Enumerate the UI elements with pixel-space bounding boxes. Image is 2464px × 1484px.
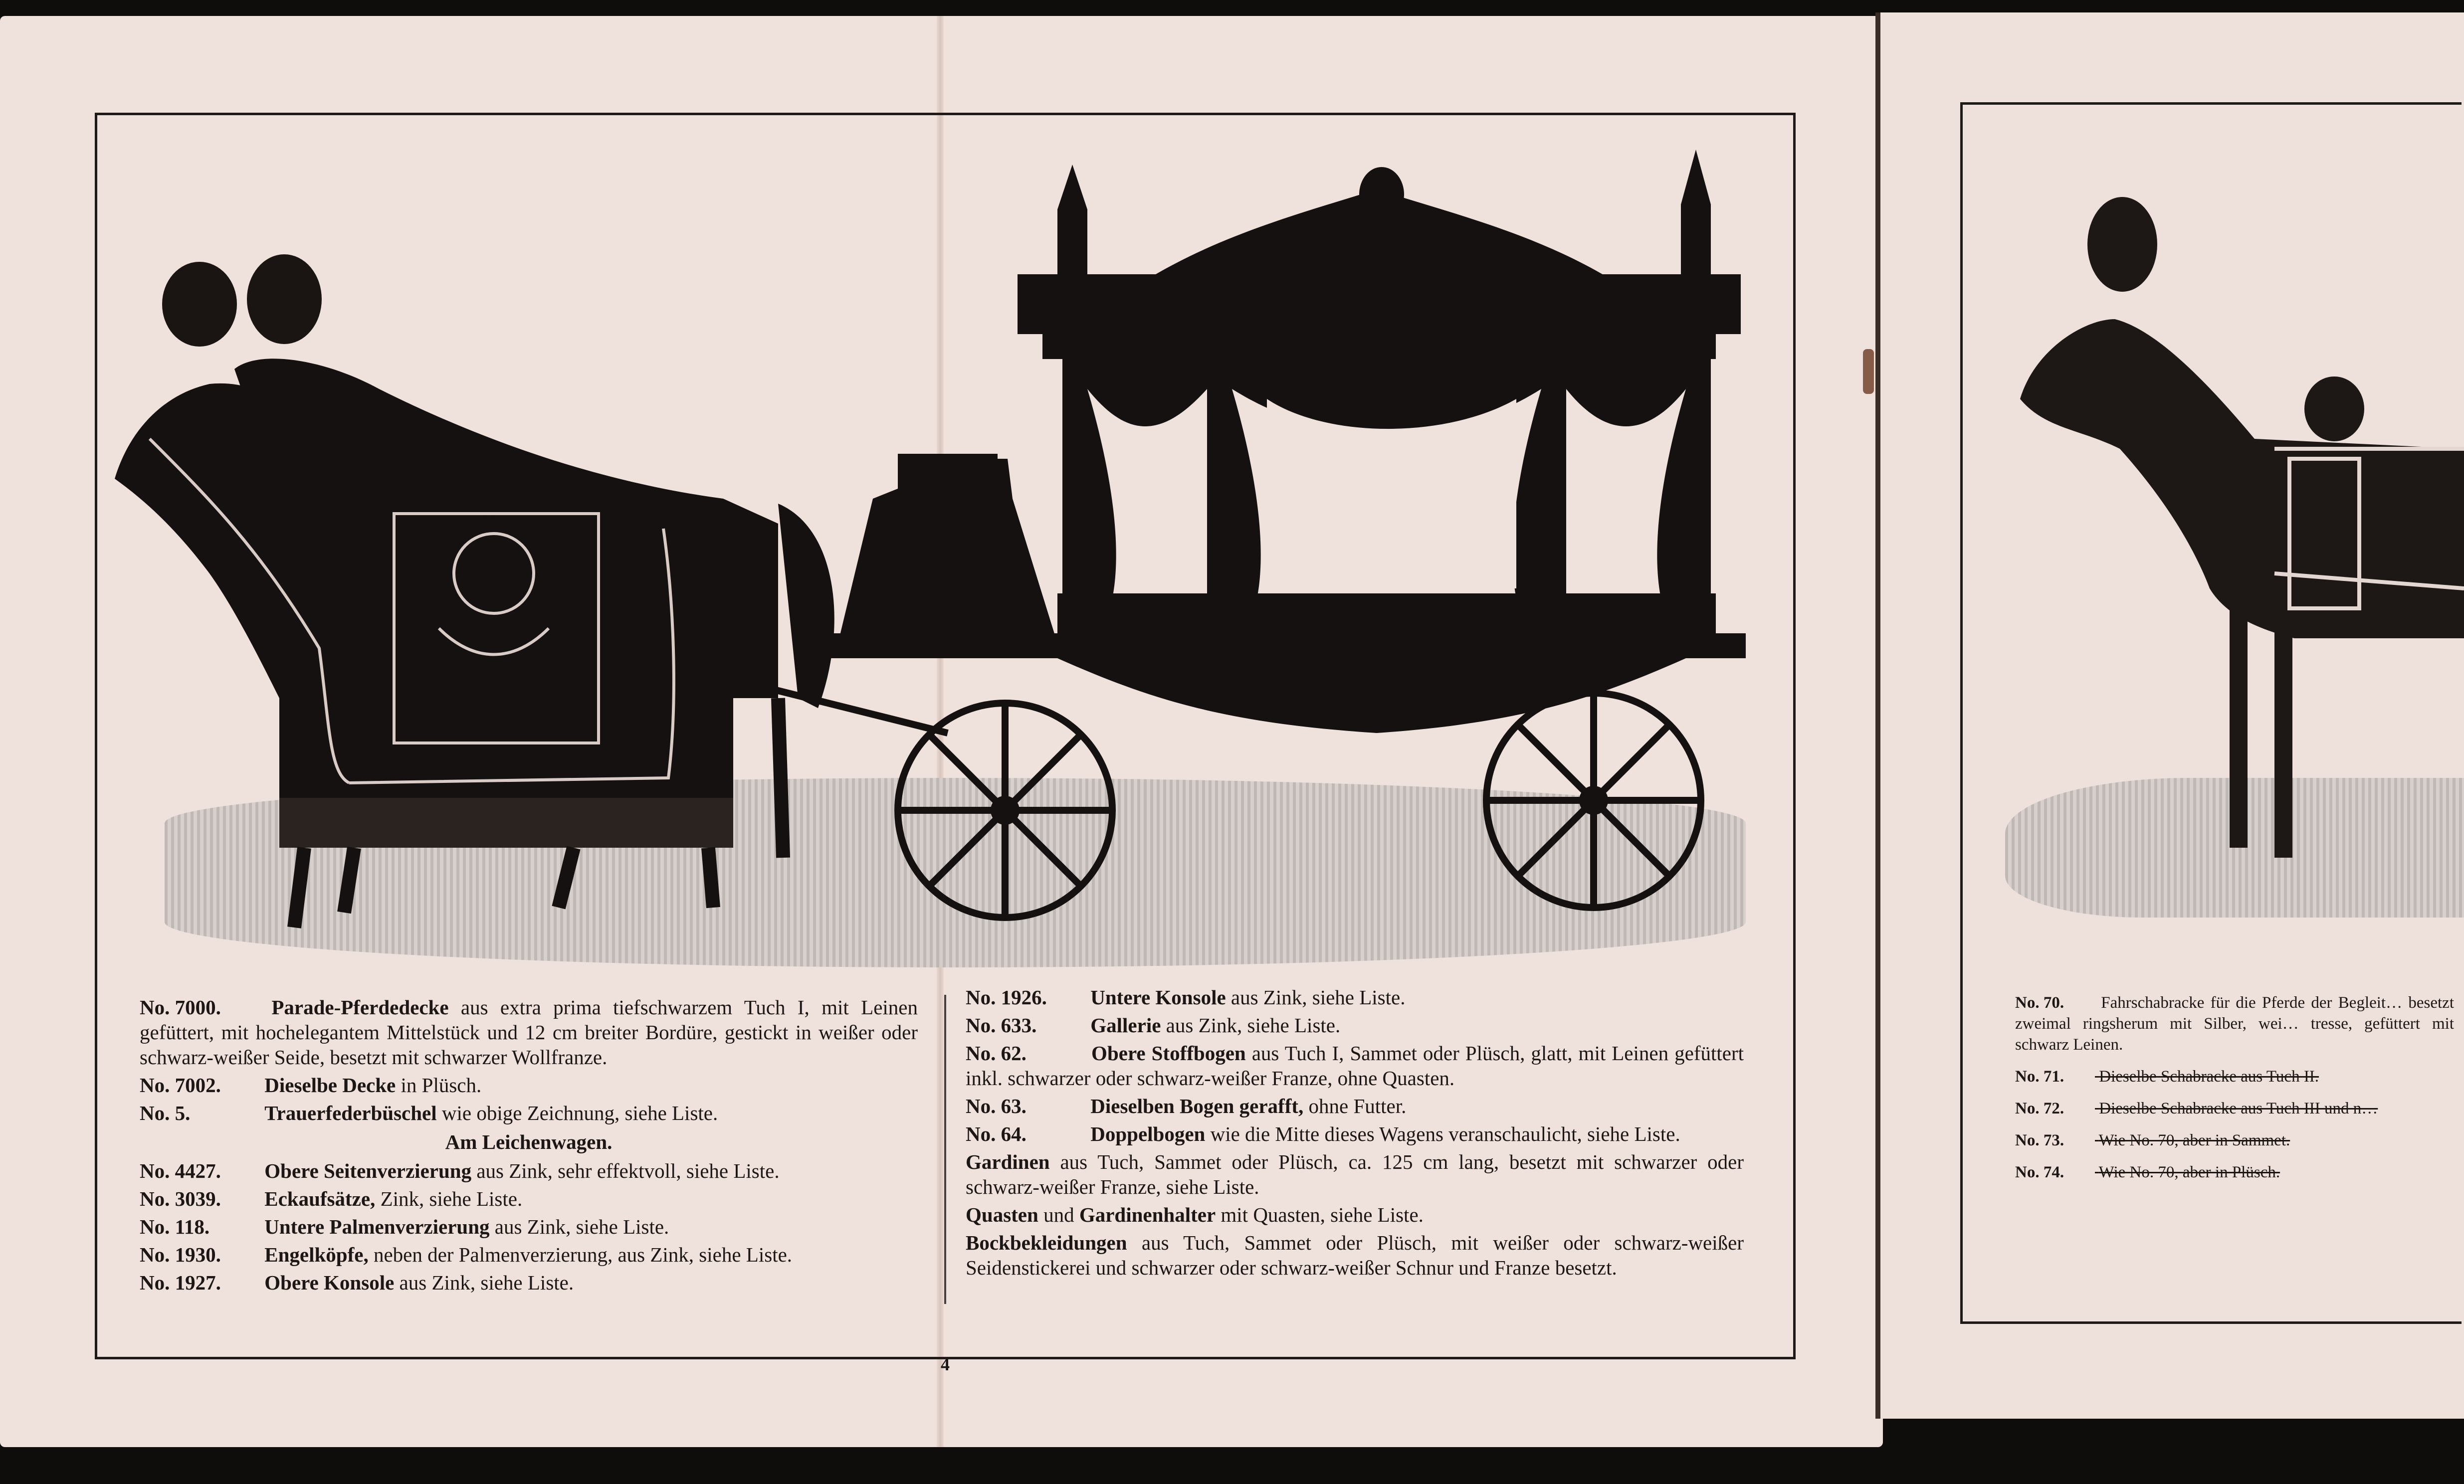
item-number: No. 5. bbox=[140, 1102, 191, 1124]
item-term: Gardinenhalter bbox=[1079, 1203, 1216, 1226]
item-number: No. 633. bbox=[966, 1014, 1037, 1037]
list-item bbox=[140, 1242, 918, 1267]
item-number: No. 1930. bbox=[140, 1243, 221, 1266]
hearse-wheel-rear bbox=[1486, 693, 1701, 908]
column-divider bbox=[944, 995, 946, 1304]
right-page-horse bbox=[2020, 197, 2464, 858]
item-description: wie die Mitte dieses Wagens veranschaulicht, siehe Liste. bbox=[1205, 1122, 1680, 1145]
list-item bbox=[140, 1186, 918, 1211]
item-description: Fahrschabracke für die Pferde der Begleit… besetzt zweimal ringsherum mit Silber, wei… tresse, gefüttert mit schwarz Leinen. bbox=[2015, 994, 2454, 1054]
item-description: aus Zink, sehr effektvoll, siehe Liste. bbox=[471, 1159, 780, 1182]
plume-icon bbox=[2087, 197, 2157, 292]
item-description: aus Zink, siehe Liste. bbox=[1161, 1014, 1341, 1037]
item-number: No. 63. bbox=[966, 1095, 1027, 1117]
list-item bbox=[2015, 992, 2454, 1055]
item-description: aus Zink, siehe Liste. bbox=[1226, 986, 1406, 1009]
item-number: No. 118. bbox=[140, 1215, 210, 1238]
list-item bbox=[2015, 1130, 2454, 1151]
item-term: Gallerie bbox=[1090, 1014, 1161, 1037]
right-text-column bbox=[2015, 992, 2454, 1194]
list-item bbox=[966, 1094, 1744, 1118]
item-description: aus Zink, siehe Liste. bbox=[489, 1215, 669, 1238]
finial-right bbox=[1681, 150, 1711, 274]
item-description: ohne Futter. bbox=[1303, 1095, 1407, 1117]
list-item bbox=[2015, 1162, 2454, 1183]
item-number: No. 7002. bbox=[140, 1074, 221, 1097]
item-number: No. 1926. bbox=[966, 986, 1047, 1009]
paragraph bbox=[966, 1149, 1744, 1199]
item-term: Obere Seitenverzierung bbox=[264, 1159, 472, 1182]
blanket-fringe bbox=[279, 798, 733, 848]
item-number: No. 71. bbox=[2015, 1068, 2064, 1086]
item-description: Wie No. 70, aber in Sammet. bbox=[2098, 1131, 2290, 1149]
paragraph bbox=[966, 1202, 1744, 1227]
item-description: aus extra prima tiefschwarzem Tuch I, mit Leinen gefüttert, mit hochelegantem Mittelstück und 12 cm breiter Bordüre, gestickt in weißer oder schwarz-weißer Seide, besetzt mit schwarzer Wollfranze. bbox=[140, 996, 918, 1069]
item-description: Wie No. 70, aber in Plüsch. bbox=[2098, 1163, 2280, 1181]
list-item bbox=[140, 995, 918, 1070]
item-number: No. 62. bbox=[966, 1042, 1027, 1065]
item-term: Engelköpfe, bbox=[264, 1243, 369, 1266]
item-number: No. 3039. bbox=[140, 1187, 221, 1210]
item-description: Dieselbe Schabracke aus Tuch III und n… bbox=[2099, 1100, 2378, 1117]
item-term: Bockbekleidungen bbox=[966, 1231, 1127, 1254]
item-term: Obere Konsole bbox=[264, 1271, 395, 1294]
left-text-column bbox=[140, 995, 918, 1298]
list-item bbox=[2015, 1098, 2454, 1119]
item-term: Obere Stoffbogen bbox=[1091, 1042, 1246, 1065]
item-number: No. 70. bbox=[2015, 994, 2064, 1012]
item-term: Doppelbogen bbox=[1090, 1122, 1206, 1145]
paragraph bbox=[966, 1230, 1744, 1280]
item-description: aus Zink, siehe Liste. bbox=[394, 1271, 574, 1294]
item-description: neben der Palmenverzierung, aus Zink, siehe Liste. bbox=[368, 1243, 793, 1266]
middle-text-column bbox=[966, 985, 1744, 1283]
item-term: Dieselben Bogen gerafft, bbox=[1090, 1095, 1304, 1117]
page-number: 4 bbox=[941, 1354, 950, 1374]
list-item bbox=[966, 1121, 1744, 1146]
item-term: Gardinen bbox=[966, 1150, 1050, 1173]
item-number: No. 64. bbox=[966, 1122, 1027, 1145]
item-number: No. 72. bbox=[2015, 1100, 2064, 1117]
item-number: No. 74. bbox=[2015, 1163, 2064, 1181]
list-item bbox=[140, 1073, 918, 1098]
item-number: No. 73. bbox=[2015, 1131, 2064, 1149]
horse-blanket bbox=[115, 359, 778, 848]
list-item bbox=[966, 1041, 1744, 1091]
item-number: No. 1927. bbox=[140, 1271, 221, 1294]
item-description: in Plüsch. bbox=[396, 1074, 482, 1097]
item-description: Zink, siehe Liste. bbox=[375, 1187, 523, 1210]
list-item bbox=[966, 985, 1744, 1010]
list-item bbox=[140, 1214, 918, 1239]
item-term: Trauerfederbüschel bbox=[264, 1102, 437, 1124]
item-number: No. 4427. bbox=[140, 1159, 221, 1182]
item-description: aus Tuch, Sammet oder Plüsch, ca. 125 cm lang, besetzt mit schwarzer oder schwarz-weißer Franze, siehe Liste. bbox=[966, 1150, 1744, 1198]
item-description: aus Tuch, Sammet oder Plüsch, mit weißer oder schwarz-weißer Seidenstickerei und schwarzer oder schwarz-weißer Schnur und Franze besetzt. bbox=[966, 1231, 1744, 1279]
item-term: Untere Konsole bbox=[1090, 986, 1226, 1009]
hearse-wheel-front bbox=[898, 703, 1112, 918]
list-item bbox=[966, 1013, 1744, 1038]
item-term: Dieselbe Decke bbox=[264, 1074, 396, 1097]
list-item bbox=[140, 1158, 918, 1183]
item-description: mit Quasten, siehe Liste. bbox=[1216, 1203, 1424, 1226]
item-connector: und bbox=[1038, 1203, 1079, 1226]
list-item bbox=[140, 1270, 918, 1295]
item-description: wie obige Zeichnung, siehe Liste. bbox=[436, 1102, 718, 1124]
item-term: Parade-Pferdedecke bbox=[271, 996, 449, 1019]
horse-tail bbox=[778, 504, 834, 708]
item-description: aus Tuch I, Sammet oder Plüsch, glatt, mit Leinen gefüttert inkl. schwarzer oder schwarz-weißer Franze, ohne Quasten. bbox=[966, 1042, 1744, 1090]
item-term: Quasten bbox=[966, 1203, 1038, 1226]
section-heading: Am Leichenwagen. bbox=[445, 1130, 613, 1153]
item-description: Dieselbe Schabracke aus Tuch II. bbox=[2099, 1068, 2319, 1086]
finial-left bbox=[1057, 165, 1087, 279]
item-term: Eckaufsätze, bbox=[264, 1187, 376, 1210]
item-number: No. 7000. bbox=[140, 996, 221, 1019]
hearse-roof bbox=[1018, 274, 1741, 334]
list-item bbox=[140, 1101, 918, 1125]
item-term: Untere Palmenverzierung bbox=[264, 1215, 490, 1238]
list-item bbox=[2015, 1066, 2454, 1087]
plume-icon bbox=[162, 254, 322, 347]
